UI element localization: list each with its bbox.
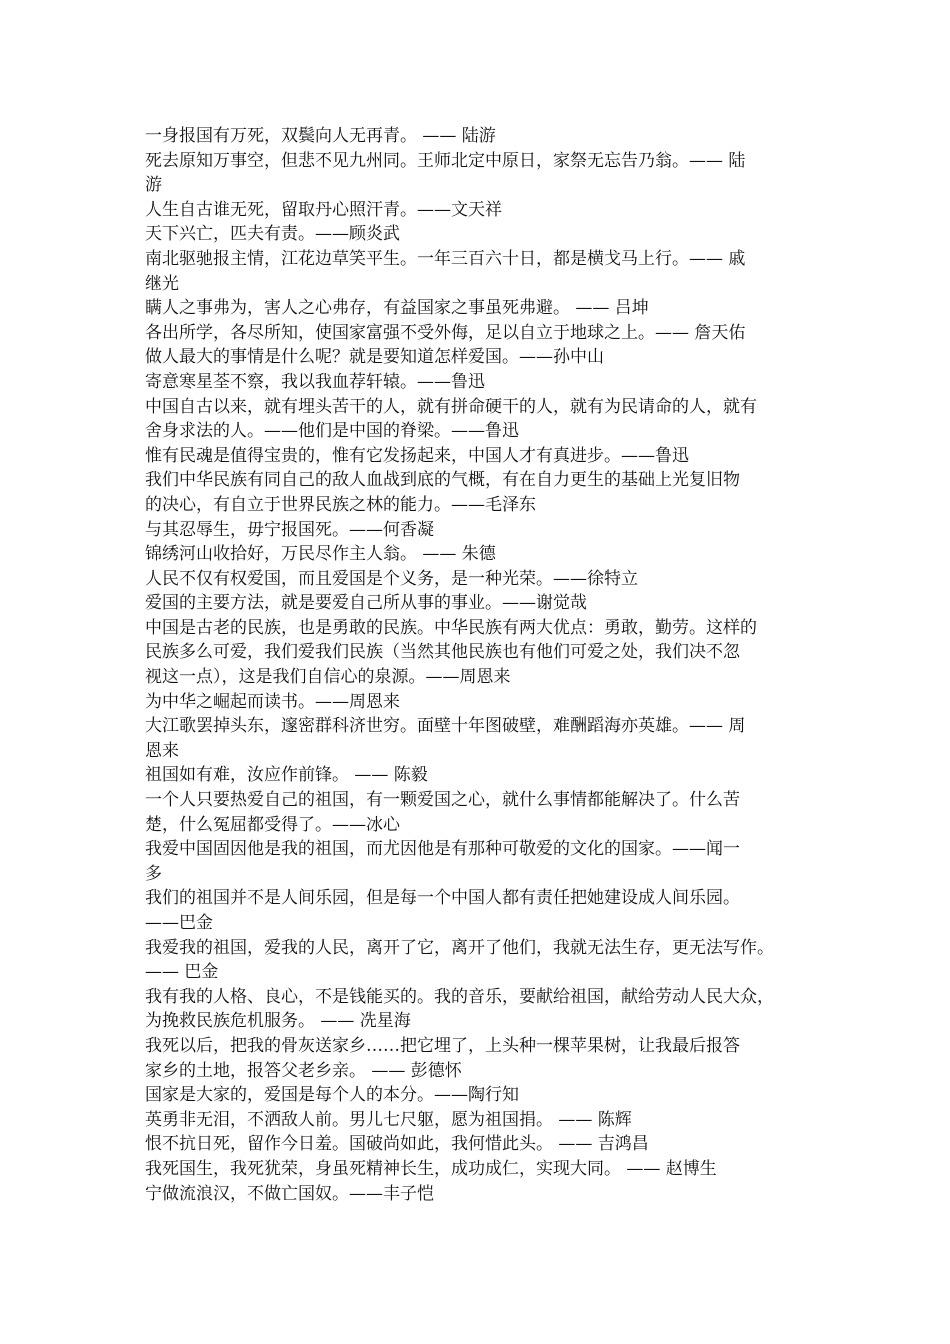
- text-line: 一个人只要热爱自己的祖国，有一颗爱国之心，就什么事情都能解决了。什么苦: [145, 790, 740, 811]
- text-line: 各出所学，各尽所知，使国家富强不受外侮，足以自立于地球之上。—— 詹天佑: [145, 322, 746, 343]
- text-line: 爱国的主要方法，就是要爱自己所从事的事业。——谢觉哉: [145, 593, 587, 614]
- text-line: 民族多么可爱，我们爱我们民族（当然其他民族也有他们可爱之处，我们决不忽: [145, 642, 740, 663]
- text-line: 惟有民魂是值得宝贵的，惟有它发扬起来，中国人才有真进步。——鲁迅: [145, 445, 689, 466]
- text-line: 我死以后，把我的骨灰送家乡……把它埋了，上头种一棵苹果树，让我最后报答: [145, 1035, 740, 1056]
- text-line: 舍身求法的人。——他们是中国的脊梁。——鲁迅: [145, 421, 519, 442]
- text-line: —— 巴金: [145, 962, 219, 983]
- text-line: 我爱我的祖国，爱我的人民，离开了它，离开了他们，我就无法生存，更无法写作。: [145, 937, 774, 958]
- text-line: 我爱中国固因他是我的祖国，而尤因他是有那种可敬爱的文化的国家。——闻一: [145, 839, 740, 860]
- text-line: 为中华之崛起而读书。——周恩来: [145, 691, 400, 712]
- text-line: 宁做流浪汉，不做亡国奴。——丰子恺: [145, 1183, 434, 1204]
- text-line: 瞒人之事弗为，害人之心弗存，有益国家之事虽死弗避。 —— 吕坤: [145, 298, 649, 319]
- text-line: 恨不抗日死，留作今日羞。国破尚如此，我何惜此头。 —— 吉鸿昌: [145, 1134, 649, 1155]
- text-line: 中国自古以来，就有埋头苦干的人，就有拼命硬干的人，就有为民请命的人，就有: [145, 396, 757, 417]
- text-line: 的决心，有自立于世界民族之林的能力。——毛泽东: [145, 494, 536, 515]
- text-line: 我们中华民族有同自己的敌人血战到底的气概，有在自力更生的基础上光复旧物: [145, 470, 740, 491]
- text-line: 死去原知万事空，但悲不见九州同。王师北定中原日，家祭无忘告乃翁。—— 陆: [145, 150, 746, 171]
- text-line: 视这一点），这是我们自信心的泉源。——周恩来: [145, 667, 511, 688]
- text-line: 英勇非无泪，不洒敌人前。男儿七尺躯，愿为祖国捐。 —— 陈辉: [145, 1109, 632, 1130]
- text-line: 寄意寒星荃不察，我以我血荐轩辕。——鲁迅: [145, 371, 485, 392]
- quotes-text-block: [145, 124, 810, 1206]
- text-line: 人民不仅有权爱国，而且爱国是个义务，是一种光荣。——徐特立: [145, 568, 638, 589]
- text-line: ——巴金: [145, 913, 213, 933]
- text-line: 国家是大家的，爱国是每个人的本分。——陶行知: [145, 1085, 519, 1106]
- text-line: 家乡的土地，报答父老乡亲。 —— 彭德怀: [145, 1060, 462, 1081]
- text-line: 一身报国有万死，双鬓向人无再青。 —— 陆游: [145, 126, 496, 146]
- text-line: 多: [145, 863, 162, 884]
- text-line: 祖国如有难，汝应作前锋。 —— 陈毅: [145, 765, 428, 786]
- text-line: 天下兴亡，匹夫有责。——顾炎武: [145, 224, 400, 245]
- text-line: 人生自古谁无死，留取丹心照汗青。——文天祥: [145, 199, 502, 220]
- text-line: 大江歌罢掉头东，邃密群科济世穷。面壁十年图破壁，难酬蹈海亦英雄。—— 周: [145, 716, 746, 737]
- text-line: 做人最大的事情是什么呢？就是要知道怎样爱国。——孙中山: [145, 347, 604, 368]
- text-line: 我有我的人格、良心，不是钱能买的。我的音乐，要献给祖国，献给劳动人民大众，: [145, 986, 774, 1007]
- text-line: 南北驱驰报主情，江花边草笑平生。一年三百六十日，都是横戈马上行。—— 戚: [145, 248, 746, 269]
- text-line: 我们的祖国并不是人间乐园，但是每一个中国人都有责任把她建设成人间乐园。: [145, 888, 740, 909]
- text-line: 为挽救民族危机服务。 —— 冼星海: [145, 1011, 411, 1032]
- text-line: 我死国生，我死犹荣，身虽死精神长生，成功成仁，实现大同。 —— 赵博生: [145, 1158, 717, 1179]
- text-line: 继光: [145, 273, 179, 294]
- text-line: 锦绣河山收拾好，万民尽作主人翁。 —— 朱德: [145, 544, 496, 565]
- text-line: 中国是古老的民族，也是勇敢的民族。中华民族有两大优点：勇敢，勤劳。这样的: [145, 617, 757, 638]
- text-line: 恩来: [145, 740, 179, 761]
- text-line: 楚，什么冤屈都受得了。——冰心: [145, 814, 400, 835]
- text-line: 游: [145, 175, 162, 196]
- text-line: 与其忍辱生，毋宁报国死。——何香凝: [145, 519, 434, 540]
